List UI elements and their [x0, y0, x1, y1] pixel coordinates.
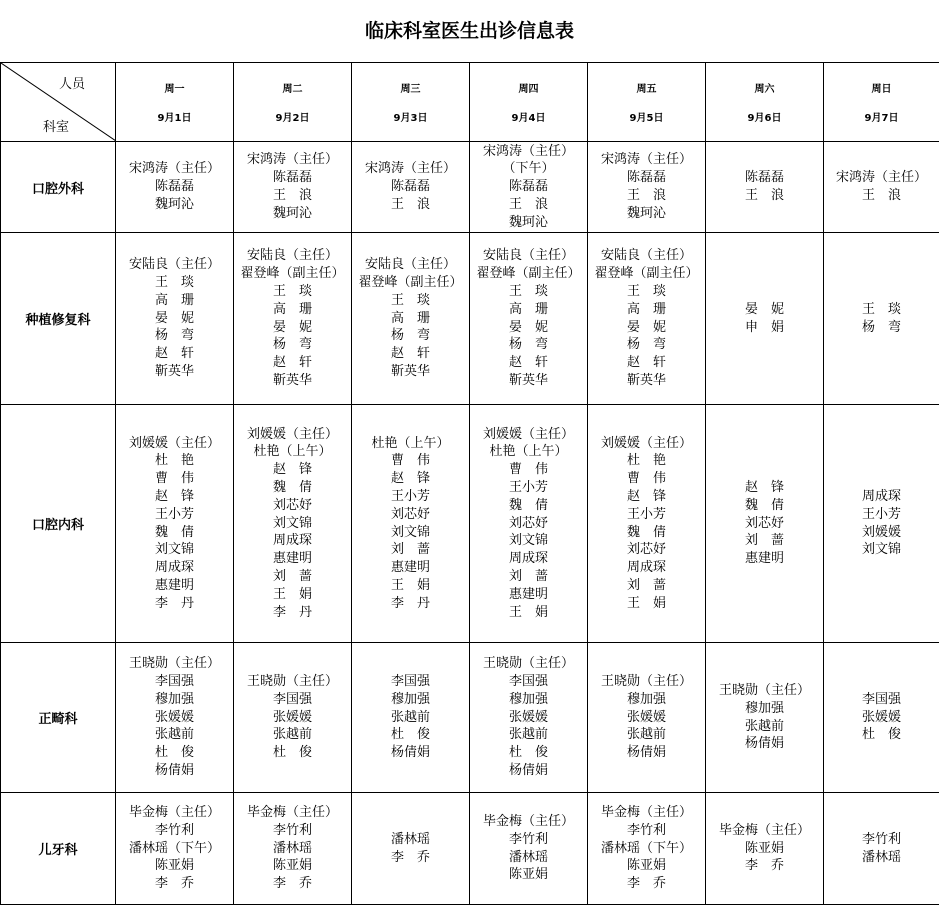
doctor-entry: 刘媛媛（主任） [482, 426, 574, 442]
doctor-entry: 王 浪 [390, 196, 430, 212]
schedule-cell [824, 233, 939, 405]
doctor-entry: 周成琛 [272, 533, 312, 549]
doctor-entry: 陈磊磊 [154, 179, 194, 195]
doctor-entry: 张越前 [508, 727, 548, 743]
schedule-cell [234, 793, 352, 905]
day-header [824, 63, 939, 142]
doctor-entry: 陈亚娟 [744, 840, 784, 856]
doctor-entry: 潘林瑶 [272, 840, 312, 856]
doctor-entry: 张媛媛 [861, 709, 901, 725]
doctor-entry: 高 珊 [508, 301, 548, 317]
doctor-entry: 刘媛媛（主任） [600, 435, 692, 451]
doctor-entry: 杨 弯 [272, 337, 312, 353]
dept-row [1, 405, 939, 643]
schedule-cell [824, 405, 939, 643]
day-date: 9月2日 [275, 113, 310, 124]
schedule-cell [588, 142, 706, 233]
doctor-entry: 穆加强 [154, 691, 194, 707]
doctor-entry: 杜 俊 [154, 745, 194, 761]
doctor-entry: 王小芳 [390, 488, 430, 504]
schedule-cell [234, 643, 352, 793]
doctor-entry: 穆加强 [508, 691, 548, 707]
doctor-entry: 安陆良（主任） [128, 257, 220, 273]
doctor-entry: （下午） [502, 161, 555, 177]
doctor-entry: 杜艳（上午） [253, 444, 332, 460]
doctor-entry: 靳英华 [272, 372, 312, 388]
doctor-entry: 杨 弯 [861, 319, 901, 335]
doctor-entry: 刘 蔷 [390, 542, 430, 558]
doctor-entry: 王 浪 [626, 188, 666, 203]
doctor-entry: 杨 弯 [154, 328, 194, 344]
doctor-entry: 高 珊 [390, 310, 430, 326]
doctor-entry: 宋鸿涛（主任） [835, 170, 927, 186]
doctor-entry: 安陆良（主任） [246, 248, 338, 264]
doctor-entry: 高 珊 [626, 301, 666, 317]
doctor-entry: 惠建明 [154, 577, 194, 593]
doctor-entry: 王 浪 [744, 188, 784, 203]
dept-row [1, 233, 939, 405]
doctor-entry: 王 琰 [272, 283, 312, 299]
doctor-entry: 陈磊磊 [744, 170, 784, 186]
schedule-cell [706, 405, 824, 643]
doctor-entry: 张媛媛 [154, 709, 194, 725]
day-date: 9月1日 [157, 113, 192, 124]
doctor-entry: 赵 轩 [390, 346, 430, 362]
doctor-entry: 王小芳 [154, 506, 194, 522]
doctor-entry: 魏珂沁 [508, 214, 548, 230]
schedule-cell [470, 405, 588, 643]
day-header [352, 63, 470, 142]
doctor-entry: 魏 倩 [272, 480, 312, 495]
doctor-entry: 李国强 [861, 691, 901, 707]
dept-name: 种植修复科 [1, 233, 116, 405]
doctor-entry: 毕金梅（主任） [246, 805, 338, 820]
doctor-entry: 靳英华 [154, 363, 194, 379]
doctor-entry: 申 娟 [744, 319, 784, 335]
schedule-cell [470, 142, 588, 233]
schedule-cell [352, 142, 470, 233]
doctor-entry: 惠建明 [272, 551, 312, 567]
corner-dept-label: 科室 [43, 120, 70, 135]
doctor-entry: 高 珊 [272, 301, 312, 317]
doctor-entry: 赵 锋 [744, 480, 784, 495]
day-name: 周二 [282, 84, 303, 95]
doctor-entry: 李国强 [508, 674, 548, 689]
doctor-entry: 赵 锋 [154, 488, 194, 504]
doctor-entry: 陈磊磊 [272, 170, 312, 186]
doctor-entry: 杜艳（上午） [371, 435, 450, 451]
doctor-entry: 翟登峰（副主任） [358, 275, 463, 290]
doctor-entry: 张越前 [744, 718, 784, 734]
schedule-cell [588, 643, 706, 793]
doctor-entry: 杜 艳 [626, 453, 666, 469]
doctor-entry: 王 琰 [508, 283, 548, 299]
doctor-entry: 魏珂沁 [626, 205, 666, 221]
doctor-entry: 张媛媛 [508, 709, 548, 725]
schedule-cell [116, 405, 234, 643]
doctor-entry: 王 浪 [861, 188, 901, 203]
day-header [234, 63, 352, 142]
day-name: 周三 [400, 84, 421, 95]
doctor-entry: 刘芯妤 [390, 506, 430, 522]
doctor-entry: 赵 轩 [626, 355, 666, 371]
doctor-entry: 李 乔 [272, 876, 312, 892]
doctor-entry: 张越前 [272, 727, 312, 743]
doctor-entry: 刘文锦 [390, 524, 430, 540]
schedule-cell [116, 142, 234, 233]
doctor-entry: 杨 弯 [508, 337, 548, 353]
doctor-entry: 翟登峰（副主任） [594, 266, 699, 282]
doctor-entry: 魏 倩 [626, 524, 666, 540]
day-date: 9月3日 [393, 113, 428, 124]
doctor-entry: 晏 妮 [626, 319, 666, 335]
doctor-entry: 宋鸿涛（主任） [600, 152, 692, 168]
schedule-cell [116, 233, 234, 405]
doctor-entry: 翟登峰（副主任） [476, 266, 581, 282]
doctor-entry: 宋鸿涛（主任） [482, 143, 574, 159]
doctor-entry: 杨倩娟 [390, 745, 430, 761]
doctor-entry: 刘芯妤 [272, 497, 312, 513]
doctor-entry: 刘 蔷 [272, 568, 312, 584]
schedule-cell [588, 405, 706, 643]
schedule-body [1, 142, 939, 905]
doctor-entry: 魏 倩 [508, 497, 548, 513]
doctor-entry: 刘媛媛（主任） [246, 426, 338, 442]
day-header [470, 63, 588, 142]
day-name: 周日 [871, 84, 892, 95]
corner-staff-label: 人员 [58, 77, 85, 92]
doctor-entry: 刘文锦 [154, 542, 194, 558]
doctor-entry: 杜 俊 [861, 727, 901, 743]
schedule-cell [234, 405, 352, 643]
doctor-entry: 宋鸿涛（主任） [246, 152, 338, 168]
doctor-entry: 张越前 [154, 727, 194, 743]
doctor-entry: 李竹利 [861, 831, 901, 847]
doctor-entry: 刘文锦 [272, 515, 312, 531]
doctor-entry: 李 乔 [390, 849, 430, 865]
doctor-entry: 张越前 [626, 727, 666, 743]
doctor-entry: 穆加强 [390, 691, 430, 707]
doctor-entry: 王 娟 [390, 577, 430, 593]
doctor-entry: 晏 妮 [508, 319, 548, 335]
doctor-entry: 赵 锋 [390, 471, 430, 487]
doctor-entry: 王小芳 [508, 480, 548, 495]
doctor-entry: 刘芯妤 [508, 515, 548, 531]
doctor-entry: 魏 倩 [154, 524, 194, 540]
day-header [706, 63, 824, 142]
doctor-entry: 王晓勋（主任） [128, 656, 220, 672]
doctor-entry: 陈亚娟 [154, 858, 194, 874]
schedule-cell [352, 793, 470, 905]
schedule-cell [470, 793, 588, 905]
doctor-entry: 李 乔 [744, 858, 784, 874]
schedule-cell [824, 793, 939, 905]
doctor-entry: 杜 艳 [154, 453, 194, 469]
doctor-entry: 刘芯妤 [744, 515, 784, 531]
doctor-entry: 晏 妮 [154, 310, 194, 326]
schedule-cell [706, 643, 824, 793]
schedule-cell [706, 793, 824, 905]
doctor-entry: 王小芳 [626, 506, 666, 522]
doctor-entry: 穆加强 [744, 700, 784, 716]
doctor-entry: 惠建明 [390, 560, 430, 576]
schedule-cell [824, 142, 939, 233]
doctor-entry: 潘林瑶（下午） [600, 840, 692, 856]
schedule-cell [116, 643, 234, 793]
doctor-entry: 毕金梅（主任） [128, 805, 220, 820]
day-name: 周四 [518, 84, 539, 95]
schedule-cell [706, 233, 824, 405]
day-header [588, 63, 706, 142]
doctor-entry: 刘媛媛 [861, 524, 901, 540]
dept-row [1, 142, 939, 233]
doctor-entry: 王 琰 [626, 283, 666, 299]
doctor-entry: 晏 妮 [272, 319, 312, 335]
doctor-entry: 靳英华 [626, 372, 666, 388]
doctor-entry: 李竹利 [626, 822, 666, 838]
doctor-entry: 杨倩娟 [154, 762, 194, 778]
doctor-entry: 曹 伟 [154, 471, 194, 487]
corner-header [1, 63, 116, 142]
doctor-entry: 杨倩娟 [508, 762, 548, 778]
doctor-entry: 毕金梅（主任） [600, 805, 692, 820]
doctor-entry: 赵 轩 [272, 355, 312, 371]
doctor-entry: 晏 妮 [744, 301, 784, 317]
doctor-entry: 刘 蔷 [744, 533, 784, 549]
doctor-entry: 刘 蔷 [508, 568, 548, 584]
doctor-entry: 潘林瑶（下午） [128, 840, 220, 856]
schedule-cell [234, 233, 352, 405]
doctor-entry: 李国强 [390, 674, 430, 689]
doctor-entry: 杜艳（上午） [489, 444, 568, 460]
doctor-entry: 王 娟 [508, 604, 548, 620]
schedule-cell [352, 405, 470, 643]
doctor-entry: 赵 锋 [626, 488, 666, 504]
page-title: 临床科室医生出诊信息表 [364, 20, 574, 42]
schedule-cell [234, 142, 352, 233]
doctor-entry: 靳英华 [390, 363, 430, 379]
doctor-entry: 赵 轩 [154, 346, 194, 362]
doctor-entry: 周成琛 [508, 551, 548, 567]
day-date: 9月7日 [864, 113, 899, 124]
doctor-entry: 安陆良（主任） [364, 257, 456, 273]
doctor-entry: 宋鸿涛（主任） [128, 161, 220, 177]
doctor-entry: 王 娟 [272, 586, 312, 602]
doctor-entry: 李 乔 [154, 876, 194, 892]
doctor-entry: 王小芳 [861, 506, 901, 522]
doctor-entry: 靳英华 [508, 372, 548, 388]
dept-name: 正畸科 [1, 643, 116, 793]
schedule-cell [588, 233, 706, 405]
doctor-entry: 翟登峰（副主任） [240, 266, 345, 282]
doctor-entry: 毕金梅（主任） [482, 813, 574, 829]
dept-name: 口腔内科 [1, 405, 116, 643]
doctor-entry: 杜 俊 [508, 745, 548, 761]
doctor-entry: 曹 伟 [390, 453, 430, 469]
doctor-entry: 杜 俊 [272, 745, 312, 761]
doctor-entry: 李国强 [154, 674, 194, 689]
doctor-entry: 杨倩娟 [626, 745, 666, 761]
doctor-entry: 杨 弯 [390, 328, 430, 344]
doctor-entry: 高 珊 [154, 292, 194, 308]
doctor-entry: 陈亚娟 [626, 858, 666, 874]
schedule-cell [352, 643, 470, 793]
doctor-entry: 王晓勋（主任） [246, 674, 338, 689]
doctor-entry: 刘文锦 [508, 533, 548, 549]
doctor-entry: 李 乔 [626, 876, 666, 892]
schedule-cell [352, 233, 470, 405]
doctor-entry: 杨 弯 [626, 337, 666, 353]
day-name: 周五 [636, 84, 657, 95]
doctor-entry: 魏珂沁 [272, 205, 312, 221]
doctor-entry: 刘芯妤 [626, 542, 666, 558]
doctor-entry: 王晓勋（主任） [718, 682, 810, 698]
doctor-entry: 李竹利 [508, 831, 548, 847]
schedule-cell [824, 643, 939, 793]
dept-name: 口腔外科 [1, 142, 116, 233]
doctor-entry: 安陆良（主任） [600, 248, 692, 264]
doctor-entry: 陈磊磊 [626, 170, 666, 186]
day-date: 9月4日 [511, 113, 546, 124]
doctor-entry: 李 丹 [154, 595, 194, 611]
doctor-entry: 魏 倩 [744, 497, 784, 513]
doctor-entry: 李竹利 [272, 822, 312, 838]
doctor-entry: 王晓勋（主任） [600, 674, 692, 689]
doctor-entry: 周成琛 [154, 560, 194, 576]
doctor-entry: 刘媛媛（主任） [128, 435, 220, 451]
doctor-entry: 刘文锦 [861, 542, 901, 558]
schedule-cell [706, 142, 824, 233]
doctor-entry: 杜 俊 [390, 727, 430, 743]
doctor-entry: 刘 蔷 [626, 577, 666, 593]
day-name: 周一 [164, 84, 185, 95]
doctor-entry: 宋鸿涛（主任） [364, 161, 456, 177]
doctor-entry: 李 丹 [390, 595, 430, 611]
schedule-cell [470, 233, 588, 405]
doctor-entry: 潘林瑶 [508, 849, 548, 865]
schedule-cell [588, 793, 706, 905]
doctor-entry: 周成琛 [626, 560, 666, 576]
schedule-cell [470, 643, 588, 793]
doctor-entry: 王 娟 [626, 595, 666, 611]
schedule-cell [116, 793, 234, 905]
doctor-entry: 陈亚娟 [508, 867, 548, 883]
doctor-entry: 张媛媛 [272, 709, 312, 725]
doctor-entry: 魏珂沁 [154, 196, 194, 212]
header-row [1, 63, 939, 142]
dept-row [1, 643, 939, 793]
doctor-entry: 毕金梅（主任） [718, 822, 810, 838]
doctor-entry: 张媛媛 [626, 709, 666, 725]
doctor-entry: 惠建明 [508, 586, 548, 602]
doctor-entry: 惠建明 [744, 551, 784, 567]
doctor-entry: 赵 轩 [508, 355, 548, 371]
doctor-entry: 王 琰 [861, 301, 901, 317]
doctor-entry: 王 浪 [508, 196, 548, 212]
doctor-entry: 张越前 [390, 709, 430, 725]
doctor-entry: 李竹利 [154, 822, 194, 838]
day-date: 9月6日 [747, 113, 782, 124]
doctor-entry: 陈磊磊 [390, 179, 430, 195]
doctor-entry: 王 琰 [154, 275, 194, 290]
doctor-entry: 穆加强 [626, 691, 666, 707]
doctor-entry: 潘林瑶 [390, 831, 430, 847]
dept-name: 儿牙科 [1, 793, 116, 905]
doctor-entry: 王 琰 [390, 292, 430, 308]
doctor-entry: 李国强 [272, 691, 312, 707]
doctor-entry: 曹 伟 [626, 471, 666, 487]
doctor-entry: 潘林瑶 [861, 849, 901, 865]
dept-row [1, 793, 939, 905]
doctor-entry: 陈亚娟 [272, 858, 312, 874]
doctor-entry: 王晓勋（主任） [482, 656, 574, 672]
day-date: 9月5日 [629, 113, 664, 124]
doctor-entry: 安陆良（主任） [482, 248, 574, 264]
doctor-entry: 李 丹 [272, 604, 312, 620]
doctor-entry: 杨倩娟 [744, 736, 784, 752]
doctor-entry: 曹 伟 [508, 462, 548, 478]
schedule-table [0, 62, 939, 905]
day-name: 周六 [754, 84, 775, 95]
doctor-entry: 王 浪 [272, 188, 312, 203]
doctor-entry: 周成琛 [861, 488, 901, 504]
day-header [116, 63, 234, 142]
doctor-entry: 赵 锋 [272, 462, 312, 478]
doctor-entry: 陈磊磊 [508, 179, 548, 195]
